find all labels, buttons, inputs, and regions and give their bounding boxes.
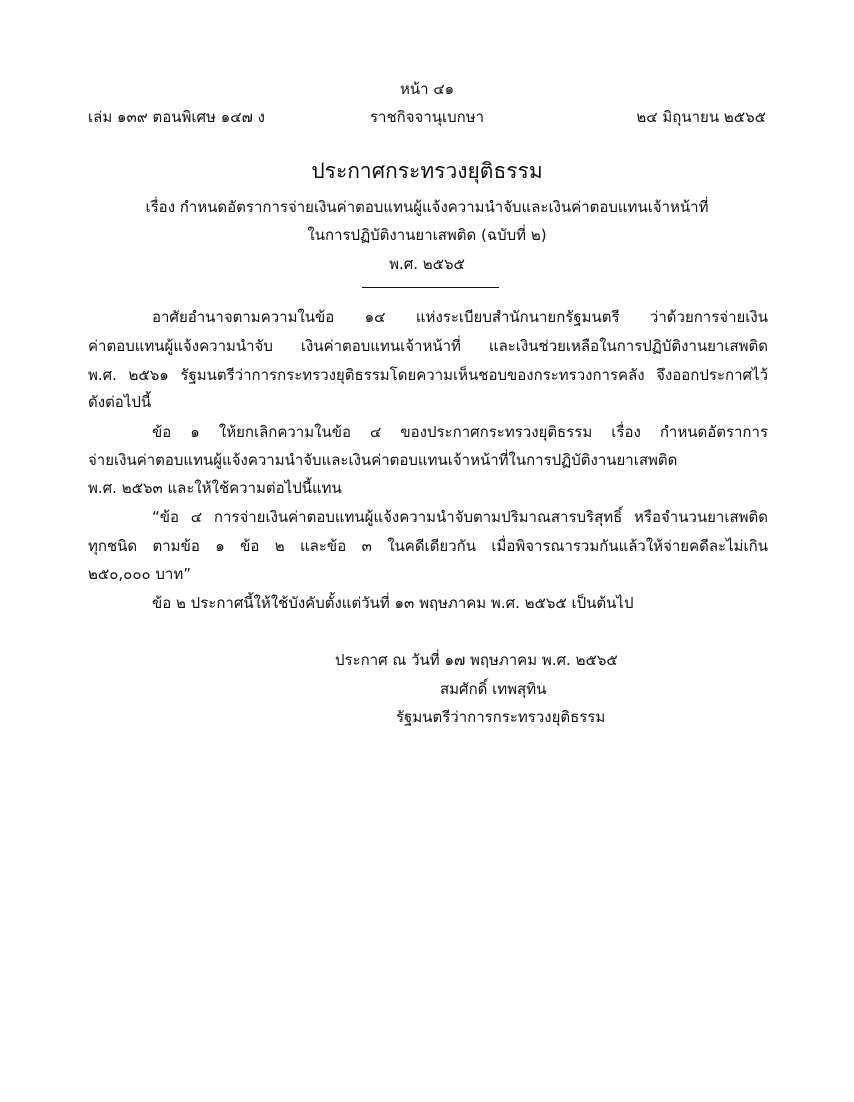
paragraph-1-line-3: พ.ศ. ๒๕๖๑ รัฐมนตรีว่าการกระทรวงยุติธรรมโดยความเห็นชอบของกระทรวงการคลัง จึงออกประกาศไว้ (88, 366, 768, 384)
signatory-position: รัฐมนตรีว่าการกระทรวงยุติธรรม (396, 708, 606, 726)
paragraph-2-line-3: พ.ศ. ๒๕๖๓ และให้ใช้ความต่อไปนี้แทน (88, 479, 342, 497)
paragraph-4: ข้อ ๒ ประกาศนี้ให้ใช้บังคับตั้งแต่วันที่ ๑๓ พฤษภาคม พ.ศ. ๒๕๖๕ เป็นต้นไป (152, 594, 634, 612)
paragraph-1-line-2: ค่าตอบแทนผู้แจ้งความนำจับ เงินค่าตอบแทนเจ้าหน้าที่ และเงินช่วยเหลือในการปฏิบัติงานยาเสพติด (88, 337, 768, 355)
paragraph-1-line-1: อาศัยอำนาจตามความในข้อ ๑๔ แห่งระเบียบสำนักนายกรัฐมนตรี ว่าด้วยการจ่ายเงิน (152, 308, 768, 326)
subject-line-2: ในการปฏิบัติงานยาเสพติด (ฉบับที่ ๒) (307, 226, 547, 244)
volume-info: เล่ม ๑๓๙ ตอนพิเศษ ๑๔๗ ง (88, 108, 265, 126)
paragraph-3-line-3: ๒๕๐,๐๐๐ บาท” (88, 565, 192, 583)
title-divider (362, 287, 499, 288)
gazette-name: ราชกิจจานุเบกษา (370, 108, 485, 126)
page-number: หน้า ๔๑ (400, 80, 455, 98)
subject-year: พ.ศ. ๒๕๖๕ (389, 255, 465, 273)
paragraph-2-line-2: จ่ายเงินค่าตอบแทนผู้แจ้งความนำจับและเงินค่าตอบแทนเจ้าหน้าที่ในการปฏิบัติงานยาเสพติด (88, 451, 678, 469)
signatory-name: สมศักดิ์ เทพสุทิน (440, 680, 547, 698)
announcement-date: ประกาศ ณ วันที่ ๑๗ พฤษภาคม พ.ศ. ๒๕๖๕ (335, 651, 618, 669)
paragraph-3-line-1: “ข้อ ๔ การจ่ายเงินค่าตอบแทนผู้แจ้งความนำจับตามปริมาณสารบริสุทธิ์ หรือจำนวนยาเสพติด (152, 508, 768, 526)
subject-line-1: เรื่อง กำหนดอัตราการจ่ายเงินค่าตอบแทนผู้แจ้งความนำจับและเงินค่าตอบแทนเจ้าหน้าที่ (145, 198, 709, 216)
publication-date: ๒๔ มิถุนายน ๒๕๖๕ (636, 108, 766, 126)
paragraph-1-line-4: ดังต่อไปนี้ (88, 393, 152, 411)
paragraph-3-line-2: ทุกชนิด ตามข้อ ๑ ข้อ ๒ และข้อ ๓ ในคดีเดียวกัน เมื่อพิจารณารวมกันแล้วให้จ่ายคดีละไม่เกิน (88, 537, 768, 555)
paragraph-2-line-1: ข้อ ๑ ให้ยกเลิกความในข้อ ๔ ของประกาศกระทรวงยุติธรรม เรื่อง กำหนดอัตราการ (152, 423, 768, 441)
document-title: ประกาศกระทรวงยุติธรรม (311, 159, 543, 183)
